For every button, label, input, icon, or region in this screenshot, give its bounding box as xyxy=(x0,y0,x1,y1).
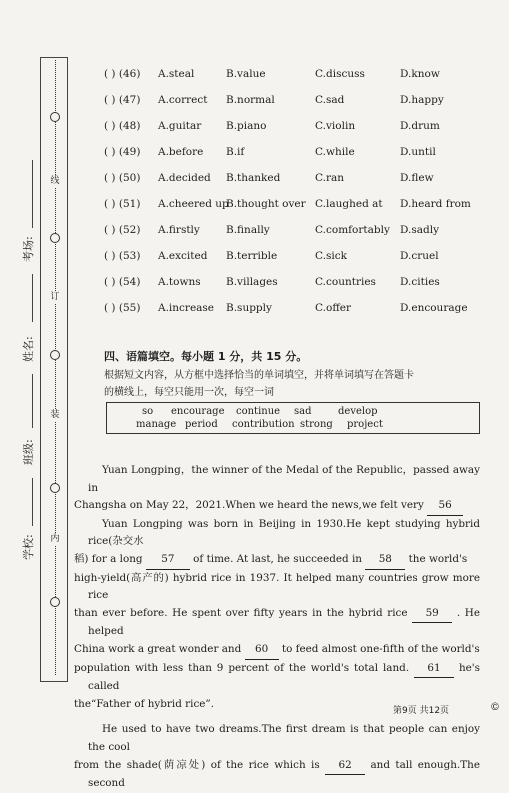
option-d: D.heard from xyxy=(400,198,471,210)
page-footer: 第9页 共12页 xyxy=(393,706,450,716)
option-b: B.finally xyxy=(226,224,270,236)
question-number: ( ) (53) xyxy=(104,250,141,262)
word-bank-word: sad xyxy=(294,406,312,417)
word-bank-word: so xyxy=(142,406,154,417)
passage-text: 稻) for a long xyxy=(74,552,143,565)
option-b: B.villages xyxy=(226,276,278,288)
passage-text: He used to have two dreams.The first dream is that people can enjoy the cool xyxy=(88,723,480,753)
binding-circle xyxy=(50,350,60,360)
passage-text: Yuan Longping，the winner of the Medal of the Republic，passed away in xyxy=(88,464,480,494)
word-bank-word: manage xyxy=(136,419,177,430)
passage-text: to feed almost one-fifth of the world's xyxy=(281,642,480,655)
school-label: 学校: xyxy=(22,534,35,560)
option-c: C.violin xyxy=(315,120,356,132)
exam-room-line xyxy=(32,160,33,228)
option-d: D.cruel xyxy=(400,250,439,262)
word-bank-box xyxy=(106,402,480,434)
word-bank-word: encourage xyxy=(171,406,225,417)
passage-text: China work a great wonder and xyxy=(74,642,242,655)
passage-text: population with less than 9 percent of the world's total land. xyxy=(74,661,410,674)
question-number: ( ) (54) xyxy=(104,276,141,288)
option-d: D.sadly xyxy=(400,224,440,236)
word-bank-word: continue xyxy=(236,406,281,417)
option-b: B.terrible xyxy=(226,250,278,262)
option-c: C.laughed at xyxy=(315,198,383,210)
binding-circle xyxy=(50,597,60,607)
option-a: A.firstly xyxy=(158,224,200,236)
name-label: 姓名: xyxy=(22,336,35,362)
option-b: B.supply xyxy=(226,302,272,314)
section-title: 四、语篇填空。每小题 1 分，共 15 分。 xyxy=(104,350,308,363)
name-line xyxy=(32,274,33,322)
option-a: A.correct xyxy=(158,94,208,106)
option-b: B.thought over xyxy=(226,198,306,210)
question-number: ( ) (51) xyxy=(104,198,141,210)
section-instruction: 根据短文内容，从方框中选择恰当的单词填空，并将单词填写在答题卡 xyxy=(104,370,414,381)
blank-60: 60 xyxy=(245,641,279,660)
blank-56: 56 xyxy=(427,497,463,516)
binding-circle xyxy=(50,483,60,493)
binding-mark-line: 线 xyxy=(50,176,60,186)
option-b: B.normal xyxy=(226,94,275,106)
option-c: C.countries xyxy=(315,276,376,288)
binding-mark-inner: 内 xyxy=(50,534,60,544)
word-bank-word: develop xyxy=(338,406,378,417)
exam-room-label: 考场: xyxy=(22,236,35,262)
binding-circle xyxy=(50,233,60,243)
option-c: C.discuss xyxy=(315,68,365,80)
question-number: ( ) (50) xyxy=(104,172,141,184)
school-line xyxy=(32,478,33,526)
passage-text: the“Father of hybrid rice”. xyxy=(74,697,215,710)
option-b: B.value xyxy=(226,68,266,80)
word-bank-word: project xyxy=(347,419,383,430)
option-d: D.until xyxy=(400,146,436,158)
question-number: ( ) (46) xyxy=(104,68,141,80)
binding-dotted-line xyxy=(55,60,56,675)
class-line xyxy=(32,374,33,428)
option-d: D.know xyxy=(400,68,440,80)
binding-mark-seal: 装 xyxy=(50,410,60,420)
option-a: A.cheered up xyxy=(158,198,229,210)
option-c: C.while xyxy=(315,146,355,158)
passage-text: high-yield(高产的) hybrid rice in 1937. It helped many countries grow more rice xyxy=(74,571,480,602)
option-c: C.sick xyxy=(315,250,347,262)
passage-text: than ever before. He spent over fifty years in the hybrid rice xyxy=(74,606,408,619)
option-c: C.comfortably xyxy=(315,224,390,236)
option-b: B.thanked xyxy=(226,172,281,184)
option-d: D.drum xyxy=(400,120,440,132)
question-number: ( ) (49) xyxy=(104,146,141,158)
passage-paragraph xyxy=(74,516,481,714)
passage-text: from the shade(荫凉处) of the rice which is xyxy=(74,758,320,771)
passage-paragraph xyxy=(74,721,480,792)
binding-mark-bind: 订 xyxy=(50,292,60,302)
question-number: ( ) (52) xyxy=(104,224,141,236)
word-bank-word: contribution xyxy=(232,419,295,430)
option-b: B.piano xyxy=(226,120,267,132)
passage-text: Yuan Longping was born in Beijing in 1930.He kept studying hybrid rice(杂交水 xyxy=(88,517,480,548)
option-c: C.ran xyxy=(315,172,345,184)
passage xyxy=(74,462,481,793)
option-d: D.happy xyxy=(400,94,444,106)
option-b: B.if xyxy=(226,146,245,158)
passage-paragraph xyxy=(74,462,480,516)
question-number: ( ) (55) xyxy=(104,302,141,314)
passage-text: Changsha on May 22，2021.When we heard the news,we felt very xyxy=(74,499,424,512)
blank-62: 62 xyxy=(325,757,365,776)
corner-mark: © xyxy=(490,702,500,713)
option-d: D.cities xyxy=(400,276,440,288)
option-a: A.excited xyxy=(158,250,208,262)
binding-circle xyxy=(50,112,60,122)
passage-text: of time. At last, he succeeded in xyxy=(193,552,362,565)
passage-text: the world's xyxy=(408,552,468,565)
passage-text: . He helped xyxy=(88,606,481,638)
blank-59: 59 xyxy=(412,605,452,624)
option-c: C.sad xyxy=(315,94,345,106)
blank-57: 57 xyxy=(146,551,190,570)
option-a: A.decided xyxy=(158,172,211,184)
word-bank-word: period xyxy=(185,419,218,430)
option-d: D.flew xyxy=(400,172,434,184)
class-label: 班级: xyxy=(22,439,35,465)
option-a: A.guitar xyxy=(158,120,202,132)
question-number: ( ) (48) xyxy=(104,120,141,132)
option-c: C.offer xyxy=(315,302,352,314)
passage-text: he's called xyxy=(88,661,480,693)
option-a: A.before xyxy=(158,146,204,158)
binding-margin xyxy=(40,57,68,682)
option-a: A.increase xyxy=(158,302,215,314)
section-instruction: 的横线上，每空只能用一次，每空一词 xyxy=(104,387,274,398)
blank-58: 58 xyxy=(365,551,405,570)
passage-text: and tall enough.The second xyxy=(88,758,480,790)
option-a: A.steal xyxy=(158,68,195,80)
word-bank-word: strong xyxy=(300,419,333,430)
option-d: D.encourage xyxy=(400,302,468,314)
option-a: A.towns xyxy=(158,276,201,288)
question-number: ( ) (47) xyxy=(104,94,141,106)
blank-61: 61 xyxy=(414,660,454,679)
